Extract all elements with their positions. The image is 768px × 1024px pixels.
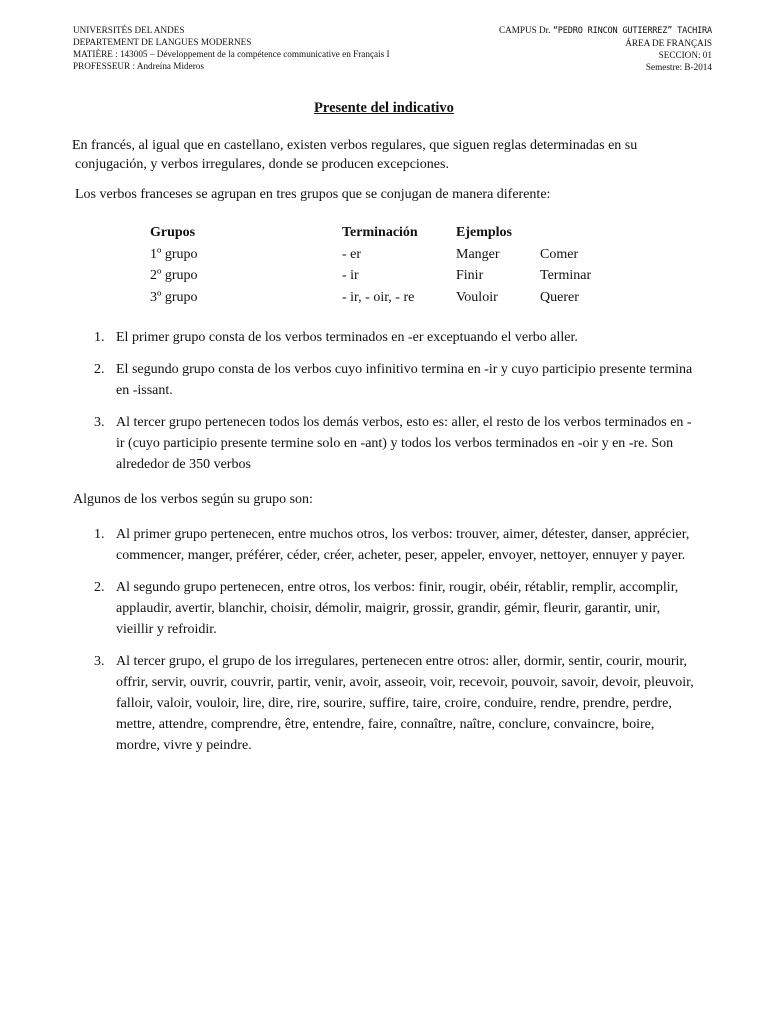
groups-intro-paragraph: Los verbos franceses se agrupan en tres grupos que se conjugan de manera diferente: (75, 187, 551, 202)
table-header-cell: Terminación (342, 225, 418, 240)
table-cell: Vouloir (456, 289, 498, 305)
header-semester: Semestre: B-2014 (645, 62, 712, 72)
table-cell: Finir (456, 268, 484, 283)
list-item (74, 412, 696, 475)
list-item (74, 651, 696, 756)
header-campus (499, 24, 712, 37)
table-cell: Querer (540, 289, 579, 305)
list-item (74, 524, 696, 566)
table-cell: Comer (540, 246, 579, 262)
table-cell: - ir, - oir, - re (342, 289, 415, 305)
list-item-text: El primer grupo consta de los verbos terminados en -er exceptuando el verbo aller. (116, 330, 578, 345)
table-header-cell: Grupos (150, 225, 196, 240)
list-item-number: 2. (94, 580, 105, 595)
table-cell: 1º grupo (150, 246, 198, 262)
list-item-text: Al primer grupo pertenecen, entre muchos otros, los verbos: trouver, aimer, détester, danser, apprécier, commencer, manger, préférer, céder, créer, acheter, peser, appeler, envoyer, nettoyer, ennuyer y payer. (116, 527, 690, 563)
verb-groups-table (150, 225, 620, 311)
header-section: SECCION: 01 (658, 50, 712, 60)
group-rules-list (74, 327, 696, 486)
table-header-cell: Ejemplos (456, 225, 512, 240)
list-item-text: Al tercer grupo, el grupo de los irregulares, pertenecen entre otros: aller, dormir, sentir, courir, mourir, offrir, servir, ouvrir, couvrir, partir, venir, avoir, asseoir, voir, recevoir, pouvoir, savoir, devoir, pleuvoir, falloir, valoir, vouloir, lire, dire, rire, sourire, suffire, taire, croire, conduire, rendre, prendre, perdre, mettre, attendre, comprendre, être, entendre, faire, connaître, naître, conclure, convaincre, boire, mordre, vivre y peindre. (116, 654, 694, 753)
list-item-text: Al tercer grupo pertenecen todos los demás verbos, esto es: aller, el resto de los verbos terminados en -ir (cuyo participio presente termine solo en -ant) y todos los verbos terminados en -oir y en -re. Son alrededor de 350 verbos (116, 415, 692, 472)
table-row (150, 247, 620, 269)
list-item (74, 327, 696, 348)
list-item (74, 577, 696, 640)
table-header-cell (540, 225, 620, 247)
list-item-number: 3. (94, 654, 105, 669)
list-item-number: 3. (94, 415, 105, 430)
examples-intro-paragraph: Algunos de los verbos según su grupo son: (73, 492, 313, 507)
list-item (74, 359, 696, 401)
header-campus-prefix: CAMPUS Dr. (498, 25, 553, 35)
list-item-number: 2. (94, 362, 105, 377)
table-row (150, 290, 620, 312)
list-item-number: 1. (94, 330, 105, 345)
header-subject: MATIÈRE : 143005 – Développement de la compétence communicative en Français I (73, 49, 390, 59)
intro-paragraph: En francés, al igual que en castellano, existen verbos regulares, que siguen reglas determinadas en su conjugación, y verbos irregulares, donde se producen excepciones. (72, 138, 638, 172)
table-cell: 2º grupo (150, 268, 198, 283)
list-item-text: El segundo grupo consta de los verbos cuyo infinitivo termina en -ir y cuyo participio presente termina en -issant. (116, 362, 693, 398)
table-header-row (150, 225, 620, 247)
verb-examples-list (74, 524, 696, 767)
header-department: DEPARTEMENT DE LANGUES MODERNES (73, 37, 252, 47)
header-university: UNIVERSITÉS DEL ANDES (73, 25, 185, 35)
table-cell: - er (342, 246, 362, 262)
table-cell: - ir (342, 268, 359, 283)
table-row (150, 268, 620, 290)
header-campus-name: “PEDRO RINCON GUTIERREZ” TACHIRA (552, 26, 712, 36)
page-title: Presente del indicativo (314, 100, 454, 116)
header-left-block (73, 24, 390, 72)
list-item-number: 1. (94, 527, 105, 542)
header-right-block (499, 24, 712, 73)
header-area: ÁREA DE FRANÇAIS (625, 38, 712, 48)
table-cell: Terminar (540, 268, 592, 283)
list-item-text: Al segundo grupo pertenecen, entre otros, los verbos: finir, rougir, obéir, rétablir, remplir, accomplir, applaudir, avertir, blanchir, choisir, démolir, maigrir, grossir, grandir, gémir, fleurir, garantir, unir, vieillir y refroidir. (116, 580, 679, 637)
header-professor: PROFESSEUR : Andreína Mideros (73, 61, 204, 71)
table-cell: 3º grupo (150, 289, 198, 305)
table-cell: Manger (456, 246, 500, 262)
